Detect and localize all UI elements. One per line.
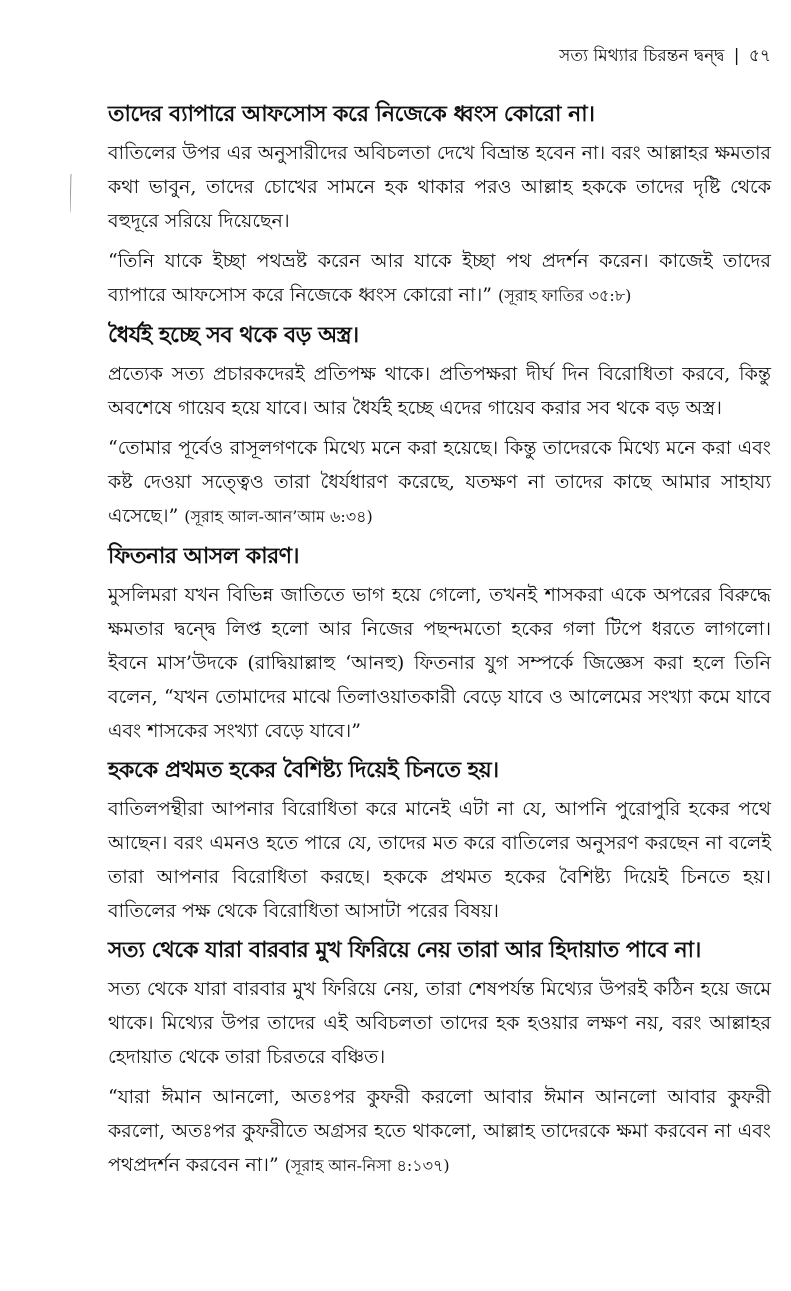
section-quote — [108, 431, 771, 534]
section-quote — [108, 1080, 771, 1183]
section-paragraph: সত্য থেকে যারা বারবার মুখ ফিরিয়ে নেয়, তারা শেষপর্যন্ত মিথ্যের উপরই কঠিন হয়ে জমে থাকে। মিথ্যের উপর তাদের এই অবিচলতা তাদের হক হওয়ার লক্ষণ নয়, বরং আল্লাহর হেদায়াত থেকে তারা চিরতরে বঞ্চিত। — [108, 978, 771, 1068]
header-title: সত্য মিথ্যার চিরন্তন দ্বন্দ্ব — [559, 46, 725, 66]
section-4 — [108, 754, 771, 928]
section-heading: সত্য থেকে যারা বারবার মুখ ফিরিয়ে নেয় তারা আর হিদায়াত পাবে না। — [108, 938, 701, 963]
quote-citation: (সূরাহ ফাতির ৩৫:৮) — [498, 286, 632, 305]
running-header — [559, 44, 771, 68]
section-5 — [108, 934, 771, 1183]
section-paragraph: বাতিলের উপর এর অনুসারীদের অবিচলতা দেখে বিভ্রান্ত হবেন না। বরং আল্লাহর ক্ষমতার কথা ভাবুন, তাদের চোখের সামনে হক থাকার পরও আল্লাহ হককে তাদের দৃষ্টি থেকে বহুদূরে সরিয়ে দিয়েছেন। — [108, 142, 771, 232]
section-heading: হককে প্রথমত হকের বৈশিষ্ট্য দিয়েই চিনতে হয়। — [108, 758, 499, 783]
section-paragraph: মুসলিমরা যখন বিভিন্ন জাতিতে ভাগ হয়ে গেলো, তখনই শাসকরা একে অপরের বিরুদ্ধে ক্ষমতার দ্বন্দ্বে লিপ্ত হলো আর নিজের পছন্দমতো হকের গলা টিপে ধরতে লাগলো। ইবনে মাস’উদকে (রাদ্বিয়াল্লাহু ‘আনহু) ফিতনার যুগ সম্পর্কে জিজ্ঞেস করা হলে তিনি বলেন, “যখন তোমাদের মাঝে তিলাওয়াতকারী বেড়ে যাবে ও আলেমের সংখ্যা কমে যাবে এবং শাসকের সংখ্যা বেড়ে যাবে।” — [108, 584, 771, 742]
quote-text: “তিনি যাকে ইচ্ছা পথভ্রষ্ট করেন আর যাকে ইচ্ছা পথ প্রদর্শন করেন। কাজেই তাদের ব্যাপারে আফসোস করে নিজেকে ধ্বংস কোরো না।” — [108, 250, 771, 306]
section-quote — [108, 244, 771, 313]
quote-text: “তোমার পূর্বেও রাসূলগণকে মিথ্যে মনে করা হয়েছে। কিন্তু তাদেরকে মিথ্যে মনে করা এবং কষ্ট দেওয়া সত্ত্বেও তারা ধৈর্যধারণ করেছে, যতক্ষণ না তাদের কাছে আমার সাহায্য এসেছে।” — [108, 437, 771, 527]
section-2 — [108, 319, 771, 534]
margin-pencil-mark — [70, 174, 72, 212]
page-number: ৫৭ — [748, 46, 771, 66]
section-heading: ফিতনার আসল কারণ। — [108, 544, 299, 569]
quote-citation: (সূরাহ আন-নিসা ৪:১৩৭) — [284, 1156, 450, 1175]
section-paragraph: প্রত্যেক সত্য প্রচারকদেরই প্রতিপক্ষ থাকে। প্রতিপক্ষরা দীর্ঘ দিন বিরোধিতা করবে, কিন্তু অবশেষে গায়েব হয়ে যাবে। আর ধৈর্যই হচ্ছে এদের গায়েব করার সব থকে বড় অস্ত্র। — [108, 363, 771, 419]
section-paragraph: বাতিলপন্থীরা আপনার বিরোধিতা করে মানেই এটা না যে, আপনি পুরোপুরি হকের পথে আছেন। বরং এমনও হতে পারে যে, তাদের মত করে বাতিলের অনুসরণ করছেন না বলেই তারা আপনার বিরোধিতা করছে। হককে প্রথমত হকের বৈশিষ্ট্য দিয়েই চিনতে হয়। বাতিলের পক্ষ থেকে বিরোধিতা আসাটা পরের বিষয়। — [108, 798, 771, 922]
section-heading: তাদের ব্যাপারে আফসোস করে নিজেকে ধ্বংস কোরো না। — [108, 102, 595, 127]
section-3 — [108, 540, 771, 748]
section-heading: ধৈর্যই হচ্ছে সব থকে বড় অস্ত্র। — [108, 323, 359, 348]
quote-text: “যারা ঈমান আনলো, অতঃপর কুফরী করলো আবার ঈমান আনলো আবার কুফরী করলো, অতঃপর কুফরীতে অগ্রসর হতে থাকলো, আল্লাহ তাদেরকে ক্ষমা করবেন না এবং পথপ্রদর্শন করবেন না।” — [108, 1086, 771, 1176]
page-content — [108, 98, 771, 1189]
header-separator: | — [733, 46, 740, 66]
quote-citation: (সূরাহ আল-আন’আম ৬:৩৪) — [184, 507, 373, 526]
section-1 — [108, 98, 771, 313]
